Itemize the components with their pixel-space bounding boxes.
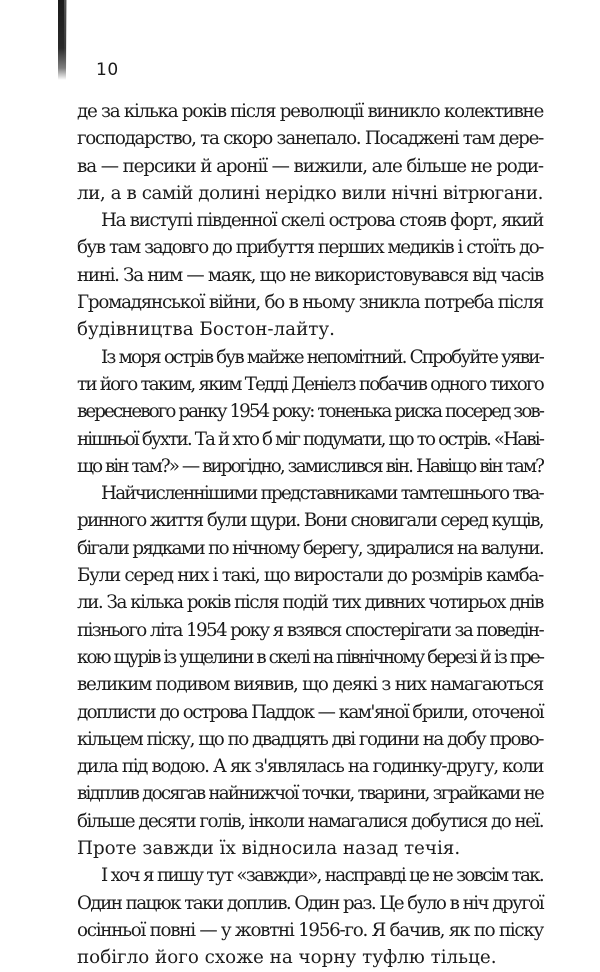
text-line: бігали рядками по нічному берегу, здиралися на валуни. (77, 537, 543, 559)
paragraph (77, 98, 543, 207)
text-line: вересневого ранку 1954 року: тоненька риска посеред зов- (77, 401, 543, 423)
paragraph (77, 207, 543, 343)
page-number: 10 (96, 60, 119, 80)
text-line: будівництва Бостон-лайту. (77, 319, 335, 341)
text-line: що він там?» — вирогідно, замислився він. Навіщо він там? (77, 455, 544, 477)
text-line: був там задовго до прибуття перших медиків і стоїть до- (77, 237, 543, 259)
text-line: Один пацюк таки доплив. Один раз. Це було в ніч другої (77, 892, 544, 914)
text-line: Проте завжди їх відносила назад течія. (77, 838, 461, 860)
paragraph (77, 344, 543, 480)
text-line: господарство, та скоро занепало. Посаджені там дере- (77, 128, 544, 150)
text-line: відплив досягав найнижчої точки, тварини, зграйками не (77, 783, 543, 805)
text-line: осінньої повні — у жовтні 1956-го. Я бачив, як по піску (77, 919, 543, 941)
text-line: І хоч я пишу тут «завжди», насправді це не зовсім так. (101, 865, 543, 887)
paragraph (77, 862, 543, 971)
text-line: ти його таким, яким Тедді Деніелз побачив одного тихого (77, 373, 544, 395)
text-line: нішньої бухти. Та й хто б міг подумати, що то острів. «Наві- (77, 428, 544, 450)
text-line: На виступі південної скелі острова стояв форт, який (101, 210, 543, 232)
text-line: кою щурів із ущелини в скелі на північному березі й із пре- (77, 646, 543, 668)
text-line: ринного життя були щури. Вони сновигали серед кущів, (77, 510, 543, 532)
text-line: нині. За ним — маяк, що не використовувався від часів (77, 264, 543, 286)
text-line: більше десяти голів, інколи намагалися добутися до неї. (77, 810, 543, 832)
text-line: Із моря острів був майже непомітний. Спробуйте уяви- (101, 346, 544, 368)
text-line: Найчисленнішими представниками тамтешнього тва- (101, 483, 543, 505)
body-text (77, 98, 543, 972)
text-line: пізнього літа 1954 року я взявся спостерігати за поведін- (77, 619, 543, 641)
text-line: ва — персики й аронії — вижили, але більше не роди- (77, 155, 544, 177)
text-line: Були серед них і такі, що виростали до розмірів камба- (77, 565, 544, 587)
text-line: великим подивом виявив, що деякі з них намагаються (77, 674, 544, 696)
text-line: побігло його схоже на чорну туфлю тільце. (77, 947, 497, 969)
text-line: кільцем піску, що по двадцять дві години на добу прово- (77, 728, 543, 750)
text-line: ли. За кілька років після подій тих дивних чотирьох днів (77, 592, 544, 614)
text-line: Громадянської війни, бо в ньому зникла потреба після (77, 292, 543, 314)
paragraph (77, 480, 543, 862)
text-line: дила під водою. А як з'являлась на годинку-другу, коли (77, 756, 543, 778)
text-line: ли, а в самій долині нерідко вили нічні вітрюгани. (77, 182, 544, 204)
text-line: де за кілька років після революції виникло колективне (77, 101, 543, 122)
text-line: доплисти до острова Паддок — кам'яної брили, оточеної (77, 701, 544, 723)
page-binding-shadow-soft (64, 0, 67, 70)
